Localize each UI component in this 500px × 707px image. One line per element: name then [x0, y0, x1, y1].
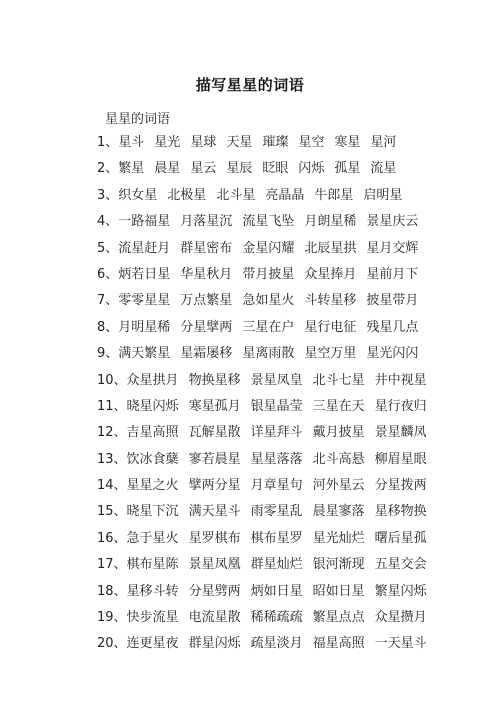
word-entry: 北斗高悬: [312, 451, 365, 467]
word-entry: 天星: [226, 135, 253, 150]
word-entry: 北斗七星: [312, 372, 365, 388]
word-entry: 晓星闪烁: [126, 398, 179, 414]
item-number: 16、: [97, 530, 127, 546]
word-entry: 分星劈两: [188, 583, 241, 599]
list-item: [97, 579, 437, 605]
word-entry: 流星: [370, 161, 397, 177]
word-entry: 孤星: [334, 161, 361, 177]
word-entry: 星云: [190, 161, 217, 177]
word-entry: 月落星沉: [180, 214, 233, 230]
word-entry: 星霜屡移: [180, 346, 233, 362]
word-entry: 星行电征: [304, 319, 357, 335]
word-entry: 零零星星: [118, 293, 171, 309]
word-entry: 亮晶晶: [265, 187, 305, 203]
word-entry: 星星之火: [126, 478, 179, 494]
word-entry: 众星攒月: [374, 610, 427, 626]
word-entry: 月章星句: [250, 478, 303, 494]
item-number: 7、: [97, 293, 119, 309]
word-entry: 满天繁星: [118, 346, 171, 362]
word-entry: 棋布星罗: [250, 530, 303, 546]
word-entry: 银河渐现: [312, 557, 365, 573]
item-number: 19、: [97, 610, 127, 626]
item-number: 11、: [97, 398, 127, 414]
word-entry: 带月披星: [242, 266, 295, 282]
item-number: 5、: [97, 240, 119, 256]
word-entry: 银星晶莹: [250, 398, 303, 414]
list-item: [97, 130, 437, 156]
item-number: 2、: [97, 161, 119, 177]
word-entry: 北斗星: [216, 187, 256, 203]
item-number: 14、: [97, 478, 127, 494]
word-entry: 启明星: [363, 187, 403, 203]
word-entry: 残星几点: [366, 319, 419, 335]
item-number: 17、: [97, 557, 127, 573]
section-subtitle: 星星的词语: [105, 112, 171, 127]
item-number: 18、: [97, 583, 127, 599]
list-item: [97, 156, 437, 182]
word-entry: 华星秋月: [180, 266, 233, 282]
word-entry: 饮冰食蘖: [126, 451, 179, 467]
list-item: [97, 526, 437, 552]
list-item: [97, 473, 437, 499]
word-entry: 景星凤皇: [250, 372, 303, 388]
item-number: 4、: [97, 214, 119, 230]
item-number: 3、: [97, 187, 119, 203]
item-number: 6、: [97, 266, 119, 282]
word-entry: 织女星: [118, 187, 158, 203]
word-entry: 众星捧月: [304, 266, 357, 282]
item-number: 9、: [97, 346, 119, 362]
word-entry: 晓星下沉: [126, 504, 179, 520]
list-item: [97, 605, 437, 631]
word-entry: 牛郎星: [314, 187, 354, 203]
list-item: [97, 209, 437, 235]
word-entry: 电流星散: [188, 610, 241, 626]
word-entry: 景星凤凰: [188, 557, 241, 573]
list-item: [97, 394, 437, 420]
word-entry: 流星飞坠: [242, 214, 295, 230]
word-entry: 戴月披星: [312, 425, 365, 441]
word-entry: 北极星: [167, 187, 207, 203]
word-entry: 柳眉星眼: [374, 451, 427, 467]
word-entry: 星离雨散: [242, 346, 295, 362]
word-entry: 星球: [190, 135, 217, 150]
word-entry: 月明星稀: [118, 319, 171, 335]
word-entry: 寒星: [334, 135, 361, 150]
word-entry: 星罗棋布: [188, 530, 241, 546]
word-entry: 群星闪烁: [188, 636, 241, 652]
word-entry: 星光闪闪: [366, 346, 419, 362]
item-number: 15、: [97, 504, 127, 520]
word-entry: 景星庆云: [366, 214, 419, 230]
word-entry: 吉星高照: [126, 425, 179, 441]
word-entry: 星移物换: [374, 504, 427, 520]
word-entry: 炳如日星: [250, 583, 303, 599]
word-entry: 星前月下: [366, 266, 419, 282]
word-entry: 河外星云: [312, 478, 365, 494]
item-number: 10、: [97, 372, 127, 388]
list-item: [97, 341, 437, 367]
list-item: [97, 368, 437, 394]
item-number: 13、: [97, 451, 127, 467]
word-entry: 披星带月: [366, 293, 419, 309]
word-entry: 众星拱月: [126, 372, 179, 388]
word-entry: 曙后星孤: [374, 530, 427, 546]
word-entry: 三星在天: [312, 398, 365, 414]
word-entry: 繁星点点: [312, 610, 365, 626]
word-entry: 星星落落: [250, 451, 303, 467]
word-entry: 星移斗转: [126, 583, 179, 599]
word-entry: 棋布星陈: [126, 557, 179, 573]
word-entry: 闪烁: [298, 161, 325, 177]
word-entry: 详星拜斗: [250, 425, 303, 441]
word-entry: 瓦解星散: [188, 425, 241, 441]
word-entry: 流星赶月: [118, 240, 171, 256]
item-number: 12、: [97, 425, 127, 441]
word-entry: 万点繁星: [180, 293, 233, 309]
word-entry: 擘两分星: [188, 478, 241, 494]
word-entry: 眨眼: [262, 161, 289, 177]
word-entry: 晨星寥落: [312, 504, 365, 520]
word-entry: 井中视星: [374, 372, 427, 388]
list-item: [97, 499, 437, 525]
word-entry: 晨星: [154, 161, 181, 177]
word-entry: 星空万里: [304, 346, 357, 362]
word-entry: 景星麟凤: [374, 425, 427, 441]
word-list: [97, 130, 437, 658]
word-entry: 北辰星拱: [304, 240, 357, 256]
word-entry: 星月交辉: [366, 240, 419, 256]
item-number: 1、: [97, 135, 119, 150]
list-item: [97, 420, 437, 446]
list-item: [97, 183, 437, 209]
word-entry: 急如星火: [242, 293, 295, 309]
list-item: [97, 631, 437, 657]
word-entry: 急于星火: [126, 530, 179, 546]
list-item: [97, 262, 437, 288]
word-entry: 月朗星稀: [304, 214, 357, 230]
item-number: 20、: [97, 636, 127, 652]
word-entry: 物换星移: [188, 372, 241, 388]
word-entry: 雨零星乱: [250, 504, 303, 520]
list-item: [97, 315, 437, 341]
word-entry: 星辰: [226, 161, 253, 177]
word-entry: 满天星斗: [188, 504, 241, 520]
word-entry: 三星在户: [242, 319, 295, 335]
list-item: [97, 288, 437, 314]
list-item: [97, 552, 437, 578]
item-number: 8、: [97, 319, 119, 335]
word-entry: 星光灿烂: [312, 530, 365, 546]
word-entry: 星空: [298, 135, 325, 150]
word-entry: 一天星斗: [374, 636, 427, 652]
word-entry: 一路福星: [118, 214, 171, 230]
word-entry: 群星灿烂: [250, 557, 303, 573]
word-entry: 星斗: [118, 135, 145, 150]
word-entry: 寒星孤月: [188, 398, 241, 414]
word-entry: 金星闪耀: [242, 240, 295, 256]
word-entry: 疏星淡月: [250, 636, 303, 652]
word-entry: 炳若日星: [118, 266, 171, 282]
word-entry: 连更星夜: [126, 636, 179, 652]
word-entry: 星光: [154, 135, 181, 150]
word-entry: 分星拨两: [374, 478, 427, 494]
word-entry: 福星高照: [312, 636, 365, 652]
word-entry: 分星擘两: [180, 319, 233, 335]
word-entry: 繁星: [118, 161, 145, 177]
word-entry: 璀璨: [262, 135, 289, 150]
word-entry: 群星密布: [180, 240, 233, 256]
word-entry: 星行夜归: [374, 398, 427, 414]
word-entry: 寥若晨星: [188, 451, 241, 467]
list-item: [97, 236, 437, 262]
list-item: [97, 447, 437, 473]
word-entry: 繁星闪烁: [374, 583, 427, 599]
word-entry: 昭如日星: [312, 583, 365, 599]
word-entry: 星河: [370, 135, 397, 150]
word-entry: 快步流星: [126, 610, 179, 626]
word-entry: 斗转星移: [304, 293, 357, 309]
page-title: 描写星星的词语: [195, 76, 305, 94]
word-entry: 五星交会: [374, 557, 427, 573]
word-entry: 稀稀疏疏: [250, 610, 303, 626]
